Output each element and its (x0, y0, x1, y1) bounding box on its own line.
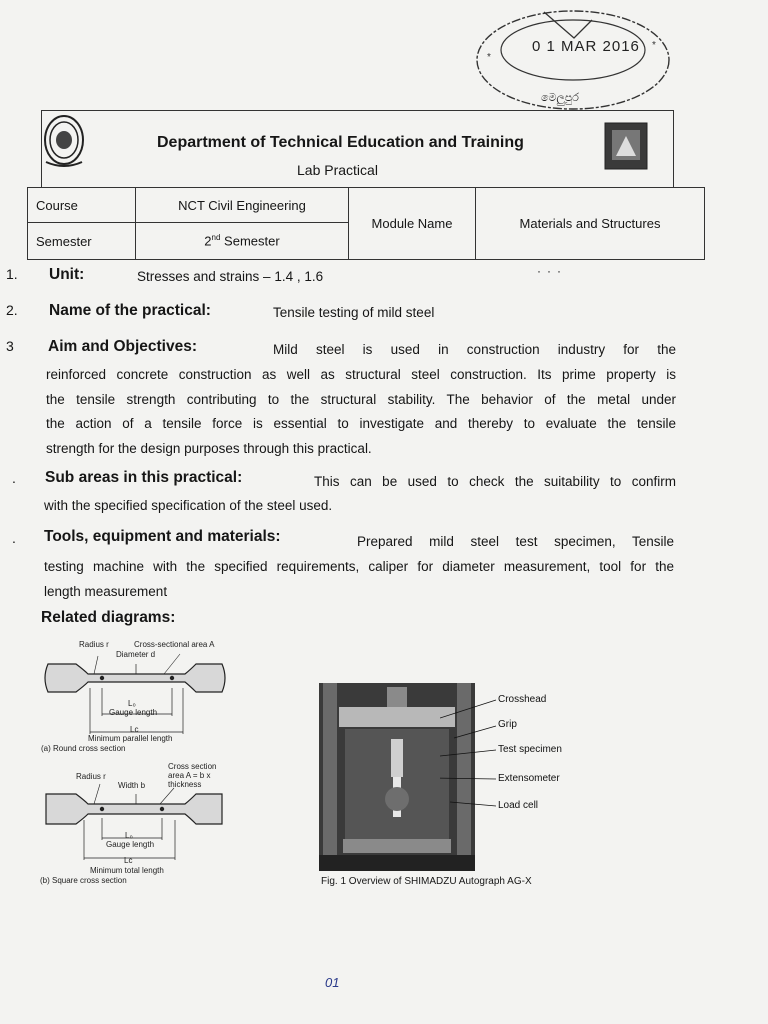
semester-label-cell: Semester (28, 223, 136, 260)
tools-first-line: Prepared mild steel test specimen, Tensile (357, 534, 674, 549)
diagram-a-gauge: Gauge length (109, 708, 158, 717)
practical-name-heading: Name of the practical: (49, 302, 211, 319)
diagram-a-radius: Radius r (79, 640, 109, 649)
tools-heading: Tools, equipment and materials: (44, 528, 281, 545)
tools-line: testing machine with the specified requirements, caliper for diameter measurement, tool for the (44, 559, 674, 574)
diagram-b-gauge: Gauge length (106, 840, 155, 849)
diagram-a-caption: (a) Round cross section (41, 744, 126, 753)
diagram-b-area-line: area A = b x (168, 771, 211, 780)
diagram-b-width: Width b (118, 781, 146, 790)
diagram-b-caption: (b) Square cross section (40, 876, 127, 885)
emblem-icon (42, 114, 86, 168)
diagram-b-min-total: Minimum total length (90, 866, 164, 875)
stamp-bottom-text: මෙලුපුර (541, 92, 579, 104)
lab-practical-subtitle: Lab Practical (297, 162, 378, 178)
aim-first-line: Mild steel is used in construction industry for the (273, 342, 676, 357)
sub-areas-first-line: This can be used to check the suitability to confirm (314, 474, 676, 489)
callout-load-cell: Load cell (498, 800, 539, 811)
unit-number: 1. (6, 266, 18, 282)
diagram-b-radius: Radius r (76, 772, 106, 781)
department-title: Department of Technical Education and Training (157, 134, 524, 151)
stamp-date: 0 1 MAR 2016 (532, 38, 640, 55)
course-label-cell: Course (28, 188, 136, 223)
diagram-a-l0: L₀ (128, 699, 136, 708)
tools-line: length measurement (44, 583, 168, 599)
square-specimen-diagram (40, 780, 230, 870)
sub-areas-heading: Sub areas in this practical: (45, 469, 243, 486)
callout-extensometer: Extensometer (498, 773, 560, 784)
diagram-a-area: Cross-sectional area A (134, 640, 215, 649)
diagram-b-area-line: Cross section (168, 762, 217, 771)
semester-suffix: nd (211, 233, 221, 243)
callout-grip: Grip (498, 719, 517, 730)
svg-text:*: * (487, 52, 491, 63)
module-label-cell: Module Name (349, 188, 476, 260)
tools-number: . (12, 530, 16, 546)
unit-heading: Unit: (49, 266, 85, 283)
semester-number: 2 (204, 233, 212, 249)
callout-test-specimen: Test specimen (498, 744, 562, 755)
related-diagrams-heading: Related diagrams: (41, 609, 176, 626)
aim-line: the tensile strength contributing to the structural stability. The behavior of the metal under (46, 391, 676, 407)
callout-crosshead: Crosshead (498, 694, 547, 705)
diagram-b-l0: L₀ (125, 831, 133, 840)
course-value-cell: NCT Civil Engineering (136, 188, 349, 223)
diagram-a-diameter: Diameter d (116, 650, 156, 659)
practical-name-value: Tensile testing of mild steel (273, 305, 435, 320)
diagram-b-area (168, 762, 216, 789)
unit-value: Stresses and strains – 1.4 , 1.6 (137, 269, 324, 284)
course-info-table (27, 187, 705, 260)
semester-text: Semester (220, 233, 280, 249)
aim-line: strength for the design purposes through this practical. (46, 440, 372, 456)
diagram-a-min-parallel: Minimum parallel length (88, 734, 173, 743)
module-value-cell: Materials and Structures (476, 188, 705, 260)
sub-areas-number: . (12, 470, 16, 486)
callout-lines (440, 690, 500, 820)
name-number: 2. (6, 302, 18, 318)
stray-dots: ··· (537, 264, 567, 278)
sub-areas-line: with the specified specification of the steel used. (44, 498, 333, 513)
logo-icon (604, 122, 648, 170)
tools-paragraph (44, 555, 674, 604)
aim-heading: Aim and Objectives: (48, 338, 198, 355)
diagram-b-lc: Lᴄ (124, 856, 133, 865)
semester-value-cell (136, 223, 349, 260)
page-number: 01 (325, 975, 340, 990)
svg-text:*: * (652, 40, 656, 51)
aim-line: the action of a tensile force is essential to investigate and thereby to evaluate the tensile (46, 416, 676, 431)
aim-paragraph (46, 363, 676, 461)
aim-number: 3 (6, 338, 14, 354)
aim-line: reinforced concrete construction as well as structural steel construction. Its prime property is (46, 367, 676, 382)
figure-caption: Fig. 1 Overview of SHIMADZU Autograph AG-X (321, 876, 532, 887)
diagram-a-lc: Lᴄ (130, 725, 139, 734)
diagram-b-area-line: thickness (168, 780, 202, 789)
